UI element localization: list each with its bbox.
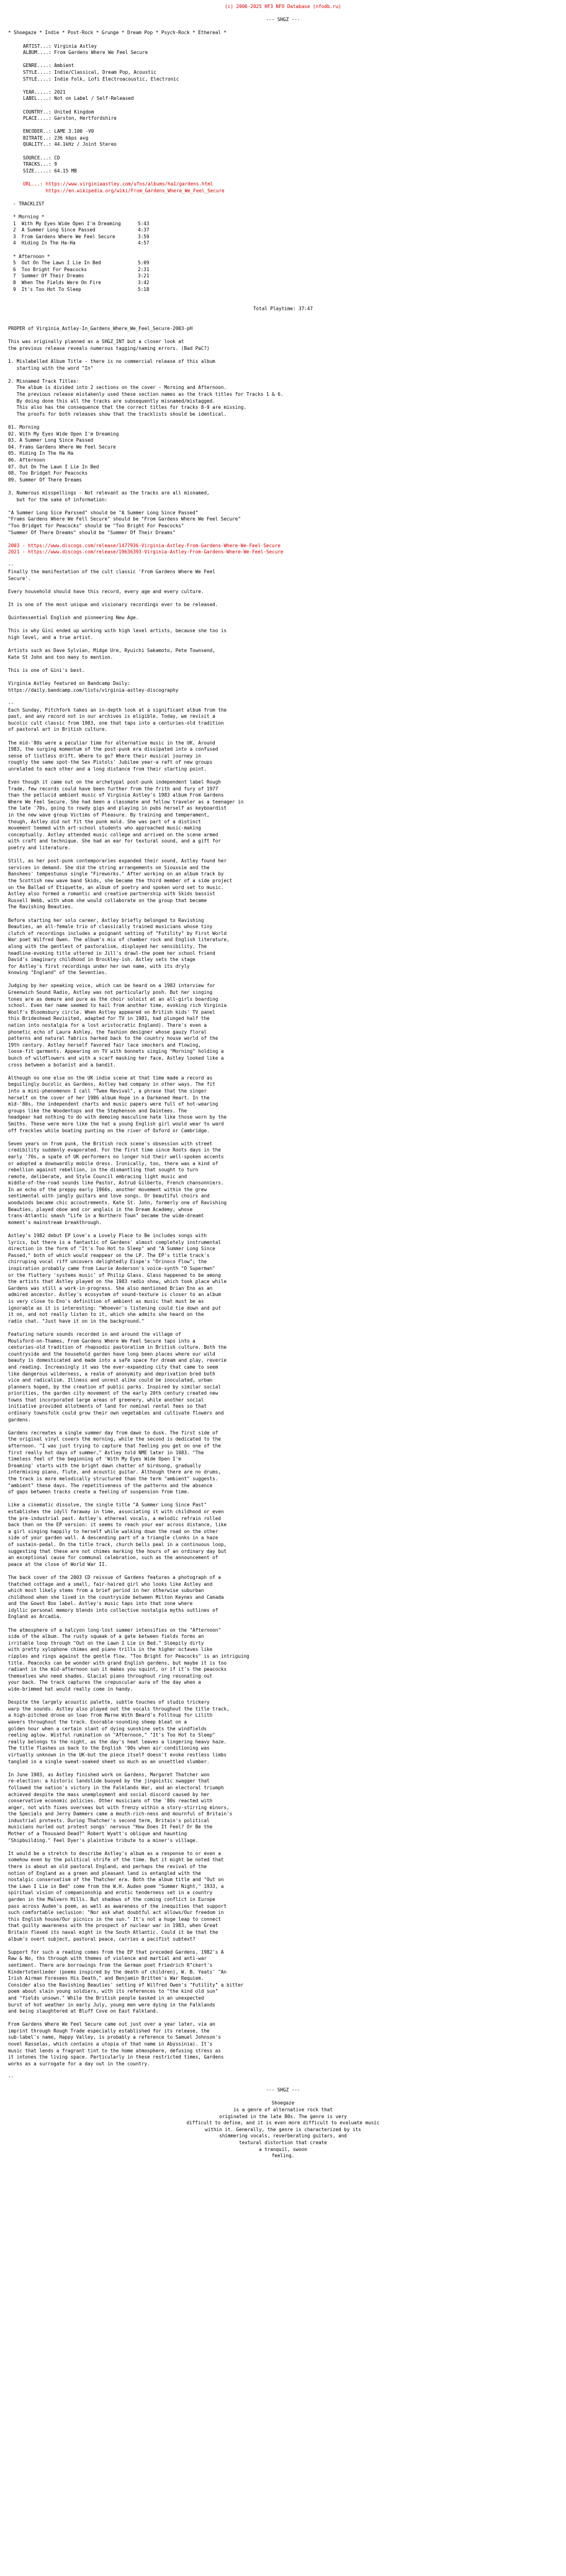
shoegaze-definition [8,2100,558,2159]
proper-line: 05. Hiding In The Ha Ha [8,450,74,457]
definition-line: shimmering vocals, reverberating guitars, and [219,2133,347,2139]
review-paragraph: Even though it came out on the archetypal post-punk independent label Rough Trade, few records could have been further from the frith and fury of 1977 than the pellucid ambient music of Virginia Astley's 1983 album From Gardens Where We Feel Secure. She had been a classmate and fellow traveler as a teenager in the late '70s, going to rowdy gigs and playing in pubs herself as keyboardist in the new wave group Victims of Pleasure. By training and temperament, though, Astley did not fit the punk mold. She was part of a distinct movement teemed with art-school students who approached music-making conceptually. Astley attended music college and arrived on the scene armed with craft and technique. She had an ear for textural sound, and a gift for poetry and literature. [8,779,244,851]
intro-paragraph: Quintessential English and pioneering New Age. [8,615,139,621]
review-paragraph: Seven years on from punk, the British rock scene's obsession with street credibility suddenly evaporated. For the first time since Roots days in the early '70s, a spate of UK performers no longer hid their well-spoken accents or adopted a downwardly mobile dress. Ironically, too, there was a kind of rebellion against rebellion, in the dismantling that sought to turn remote, deliberate, and Style Council embracing light music and middle-of-the-road sounds like Pastor, Astrud Gilberto, French chansonniers. In an echo of the preppy early 1960s, another movement within the grew sentimental with jangly guitars and love songs. Or beautiful choirs and woodwinds became chic accoutrements. Kate St. John, formerly one of Ravishing Beauties, played oboe and cor anglais in the Dream Academy, whose trans-Atlantic smash "Life in a Northern Town" became the wide-dreamt moment's mainstream breakthrough. [8,1140,227,1225]
track-line: 7 Summer Of Their Dreams 3:21 [13,273,150,279]
shgz-separator-top: --- SHGZ --- [266,17,300,23]
review-paragraph: Featuring nature sounds recorded in and around the village of Moulsford-on-Thames, From Gardens Where We Feel Secure taps into a centuries-old tradition of rhapsodic pastoralism in British culture. Both the countryside and the household garden have long been places where our wild beauty is domesticated and made into a safe space for dream and play, reverie and reading. Increasingly it was the ever-expanding city that came to seem like dangerous wilderness, a realm of anonymity and deprivation bred both vice and radicalism. Illness and unrest alike could be inoculated, urban planners hoped, by the creation of public parks. Inspired by similar social priorities, the garden city movement of the early 20th century created new towns that incorporated large areas of greenery, while another social initiative provided allotments of land for nominal rental fees so that ordinary townsfolk could grow their own vegetables and cultivate flowers and gardens. [8,1331,227,1423]
proper-line: 3. Numerous misspellings - Not relevant as the tracks are all misnamed, [8,490,210,496]
proper-line: This also has the consequence that the correct titles for tracks 8-9 are missing. [8,405,247,411]
intro-text [8,569,558,674]
intro-paragraph: Artists such as Dave Sylvian, Midge Ure, Ryuichi Sakamoto, Pete Townsend, Kate St John and too many to mention. [8,648,215,660]
proper-line[interactable]: 2003 - https://www.discogs.com/release/1477936-Virginia-Astley-From-Gardens-Where-We-Feel-Secure [8,542,281,548]
proper-line: the previous release reveals numerous tagging/naming errors. (Bad PaC?) [8,345,210,351]
review-paragraph: Before starting her solo career, Astley briefly belonged to Ravishing Beauties, an all-female trio of classically trained musicians whose tiny clutch of recordings includes a poignant setting of "Futility" by First World War poet Wilfred Owen. The album's mix of chamber rock and English literature, along with the gentlest of pastoralism, displayed her sensibility. The headline-evoking title uttered in Jill's drawl-the poem her school friend David's imaginary childhood in Brockley-ish. Astley sets the stage for Astley's first recordings under her own name, with its dryly knowing "England" of the Seventies. [8,917,230,976]
info-line: TRACKS...: 9 [23,161,57,168]
release-info [8,43,558,195]
track-line: 1 With My Eyes Wide Open I'm Dreaming 5:43 [13,220,150,226]
intro-paragraph: Every household should have this record, every age and every culture. [8,588,204,594]
track-line: 6 Too Bright For Peacocks 2:31 [13,266,150,272]
proper-line: The album is divided into 2 sections on the cover - Morning and Afternoon. [8,385,227,391]
proper-line: The previous release mistakenly used these section names as the track titles for Tracks 1 & 6. [8,391,284,398]
info-line: GENRE....: Ambient [23,63,74,69]
proper-line [8,503,558,510]
definition-line: within it. Generally, the genre is characterized by its [205,2126,361,2132]
proper-line[interactable]: 2021 - https://www.discogs.com/release/19636393-Virginia-Astley-From-Gardens-Where-We-Feel-Secure [8,549,284,555]
info-line: SOURCE...: CD [23,154,60,161]
info-line [23,174,558,181]
proper-line: starting with the word "In" [8,365,94,371]
proper-line: 07. Out On The Lawn I Lie In Bed [8,463,99,470]
info-line: ARTIST...: Virginia Astley [23,43,97,49]
proper-line: but for the sake of information: [8,496,108,503]
pitchfork-review [8,707,558,2068]
tracklist-title: - TRACKLIST [13,200,45,207]
proper-line [8,372,558,378]
definition-line: originated in the late 80s. The genre is very [219,2113,347,2119]
bandcamp-feature[interactable]: Virginia Astley featured on Bandcamp Daily: https://daily.bandcamp.com/lists/virginia-astley-discography [8,681,179,693]
proper-line: By doing done this all the tracks are subsequently misnamed/mistagged. [8,398,215,404]
info-line: STYLE....: Indie/Classical, Dream Pop, Acoustic [23,69,156,75]
track-line: 3 From Gardens Where We Feel Secure 3:59 [13,233,150,239]
track-line: * Morning * [13,214,45,220]
proper-line: 02. With My Eyes Wide Open I'm Dreaming [8,431,119,437]
intro-paragraph: It is one of the most unique and visionary recordings ever to be released. [8,602,218,608]
proper-line [8,352,558,359]
definition-line: textural distortion that create [239,2139,327,2145]
info-line: COUNTRY..: United Kingdom [23,109,94,115]
short-separator: -- [8,562,14,568]
proper-line: "A Summer Long Sice Parssed" should be "A Summer Long Since Passed" [8,509,199,516]
info-line: BITRATE..: 236 kbps avg [23,135,89,141]
genre-tags: * Shoegaze * Indie * Post-Rock * Grunge * Dream Pop * Psych-Rock * Ethereal * [8,30,227,36]
info-line: STYLE....: Indie Folk, Lofi Electroacoustic, Electronic [23,76,179,82]
short-separator-3: -- [8,2074,14,2080]
proper-line: 08. Too Bridget For Peacocks [8,470,88,476]
info-line [23,56,558,63]
proper-line: 06. Afternoon [8,457,45,463]
proper-line [8,333,558,339]
review-paragraph: In June 1983, as Astley finished work on Gardens, Margaret Thatcher won re-election: a historic landslide buoyed by the jingoistic swagger that followed the nation's victory in the Falklands War, and an electoral triumph achieved despite the mass unemployment and social discord caused by her conservative economic policies. Other musicians of the '80s reacted with anger, not with fixes overseas but with frenzy within a story-stirring minors, the Specials and Jerry Dammers came a mouth-rich-ness and mournful of Britain's industrial protests. During Thatcher's second term, Britain's political musicians hurled out protest songs' nervous "How Does It Feel? Or Be the Mother of a Thousand Dead?" Robert Wyatt's oblique and haunting "Shipbuilding." Feel Dyer's plaintive tribute to a miner's village. [8,1771,233,1843]
info-line[interactable]: URL...: https://www.virginiaastley.com/ufos/albums/ha1/gardens.html [23,181,213,187]
info-line[interactable]: https://en.wikipedia.org/wiki/From_Gardens_Where_We_Feel_Secure [23,187,225,194]
review-paragraph: Gardens recreates a single summer day from dawn to dusk. The first side of the original vinyl covers the morning, while the second is dedicated to the afternoon. "I was just trying to capture that feeling you get on one of the first really hot days of summer," Astley told NME later in 1983. "The timeless feel of the beginning of 'With My Eyes Wide Open I'm Dreaming' starts with the bright dawn chatter of birdsong, gradually intermixing piano, flute, and acoustic guitar. Although there are no drums, the track is more melodically structured than the term "ambient" suggests. "ambient" these days. The repetitiveness of the patterns and the absence of gaps between tracks create a feeling of suspension from time. [8,1429,221,1495]
proper-line: This was originally planned as a SHGZ_INT but a closer look at [8,339,184,345]
review-paragraph: Still, as her post-punk contemporaries expanded their sound, Astley found her services in demand. She did the string arrangements on Siouxsie and the Banshees' tempestuous single "Fireworks." After working on an album track by the Scottish new wave band Skids, she became the third member of a side project on the Ballad of Etiquette, an album of poetry and spoken word set to music. Astley also formed a romantic and creative partnership with Skids bassist Russell Webb, with whom she would collaborate on the group that became The Ravishing Beauties. [8,858,233,910]
shgz-separator-bottom: --- SHGZ --- [266,2087,300,2093]
total-playtime: Total Playtime: 37:47 [253,306,313,312]
info-line [23,148,558,155]
proper-line [8,418,558,424]
proper-line: 04. Frams Gardens Where We Feel Secure [8,444,116,450]
info-line: PLACE....: Garston, Hertfordshire [23,115,117,122]
tracklist [8,214,558,293]
definition-line: a tranquil, swoon [259,2146,307,2152]
nfo-document [8,4,558,2160]
info-line: ENCODER..: LAME 3.100 -V0 [23,128,94,135]
info-line: YEAR.....: 2021 [23,89,66,95]
proper-line: 2. Misnamed Track Titles: [8,378,79,384]
review-paragraph: It would be a stretch to describe Astley's album as a response to or even a somehow even by the political strife of the time. But it might be noted that there is about an old pastoral England, and perhaps the revival of the notion of England as a green and pleasant land is entangled with the nostalgic conservatism of the Thatcher era. Both the album title and "Out on the Lawn I Lie in Bed" come from the W.H. Auden poem "Summer Night," 1933, a spiritual vision of companionship and erotic tenderness set in a country garden in the Malvern Hills. But shadows of the coming conflict in Europe pass across Auden's poem, as well as awareness of the inequities that support such comfortable seclusion: "Nor ask what doubtful act allows/Our freedom in this English house/Our picnics in the sun." It's not a huge leap to connect that guilty awareness with the prospect of nuclear war in 1983, when Great Britain flexed its naval might in the South Atlantic. Could it be that the album's overt subject, pastoral peace, carries a pacifist subtext? [8,1850,227,1942]
track-line: 9 It's Too Hot To Sleep 5:18 [13,286,150,292]
intro-paragraph: Finally the manifestation of the cult classic 'From Gardens Where We Feel Secure'. [8,569,215,581]
info-line: ALBUM....: From Gardens Where We Feel Secure [23,50,148,56]
track-line: 8 When The Fields Were On Fire 3:42 [13,279,150,285]
proper-notes [8,326,558,556]
track-line [13,247,558,254]
intro-paragraph: This is why Gini ended up working with high level artists, because she too is high level, and a true artist. [8,628,227,640]
review-paragraph: The back cover of the 2003 CD reissue of Gardens features a photograph of a thatched cottage and a small, fair-haired girl who looks like Astley and which most likely stems from a brief period in her otherwise suburban childhood when she lived in the countryside between Milton Keynes and Canada and the Gowst Box label. Astley's music taps into that zone where idyllic personal memory blends into collective nostalgia myths outlines of England as Arcadia. [8,1574,224,1620]
proper-line [8,483,558,490]
review-paragraph: Support for such a reading comes from the EP that preceded Gardens, 1982's A Raw & No, ths through with themes of violence and martial and anti-war sentiment. There are borrowings from the German poet Friedrich R"ckert's Kindertotenlieder (poems inspired by the death of children), W. B. Yeats' "An Irish Airman Foresees His Death," and Benjamin Britten's War Requiem. Consider also the Ravishing Beauties' setting of Wilfred Owen's "Futility" a bitter poem about slain young soldiers, with its references to "the kind old sun" and "fields unsown." While the British people basked in an unexpected burst of hot weather in early July, young men were dying in the Falklands and being slaughtered at Bluff Cove on East Falkland. [8,1949,244,2015]
intro-paragraph: This is one of Gini's best. [8,667,85,673]
track-line: 2 A Summer Long Since Passed 4:37 [13,227,150,233]
track-line: * Afternoon * [13,253,50,259]
review-paragraph: Like a cinematic dissolve, the single title "A Summer Long Since Past" establishes the idyll faraway in time, associating it with childhood or even the pre-industrial past. Astley's ethereal vocals, a melodic refrain rolled back then on the EP version: it seems to reach your ear across distance, like a girl singing happily to herself while walking down the road on the other side of your garden wall. A descending part of a triangle clonks in a haze of sustain-pedal. On the title track, church bells peal in a continuous loop, suggesting that these are not chimes marking the hours of an ordinary day but an exceptional cause for communal celebration, such as the announcement of peace at the close of World War II. [8,1502,227,1567]
definition-line: Shoegaze [271,2100,295,2106]
short-separator-2: -- [8,700,14,706]
proper-line: 09. Summer Of There Dreams [8,476,82,483]
proper-line: 01. Morning [8,424,40,430]
review-paragraph: Judging by her speaking voice, which can be heard on a 1983 interview for Greenwich Sound Radio, Astley was not particularly posh. But her singing tones are as demure and pure as the choir soloist at an all-girls boarding school. Even her name seemed to hail from another time, evoking rich Virginia Woolf's Bloomsbury circle. When Astley appeared on British kids' TV panel this Brideshead Revisited, adapted for TV in 1981, had plunged half the nation into nostalgia for a lost aristocratic England). There's even a phonetic echo of Laura Ashley, the fashion designer whose gauzy floral patterns and natural fabrics harked back to the country house world of the 19th century. Astley herself favored fair lace smockers and flowing, loose-fit garments. Appearing on TV with bonnets singing "Morning" holding a bunch of wildflowers and with a scarf masking her face, Astley looked like a cross between a botanist and a bandit. [8,983,227,1068]
definition-line: difficult to define, and it is even more difficult to evaluate music [186,2120,380,2126]
proper-line: 03. A Summer Long Since Passed [8,437,94,444]
info-line [23,83,558,89]
copyright-line[interactable]: (c) 2006-2025 HF3 NFO Database (nfodb.ru) [225,4,341,9]
definition-line: feeling. [271,2153,295,2159]
review-paragraph: Astley's 1982 debut EP Love's a Lovely Place to Be includes songs with lyrics, but there is a fantastic of Gardens' almost completely instrumental direction in the form of "It's Too Hot to Sleep" and "A Summer Long Since Passed," both of which would reappear on the LP. The EP's title track's chirruping vocal riff uncovers delightedly Eispe's "Orinoco Flow"; the inspiration probably came from Laurie Anderson's voice-synth "O Superman" or the fluttery 'systems music' of Philip Glass. Glass happened to be among the artists that Astley played on the 1983 radio show, which took place while Gardens was still a work-in-progress. She also mentioned Brian Eno as an admired ancestor. Astley's ecosystem of sound-texture is closer to an album is very close to Eno's definition of ambient as music that must be as ignorable as it is interesting: "Whoever's listening could tie down and put it on, and not really listen to it, which she admits she heard on the radio chat. "Just have it on in the background." [8,1233,227,1324]
info-line [23,102,558,109]
info-line [23,122,558,129]
review-paragraph: Each Sunday, Pitchfork takes an in-depth look at a significant album from the past, and any record not in our archives is eligible. Today, we revisit a bucolic cult classic from 1983, one that taps into a centuries-old tradition of pastoral art in British culture. [8,707,227,733]
track-line: 5 Out On The Lawn I Lie In Bed 5:09 [13,260,150,266]
proper-line: "Too Bridget for Peacocks" should be "Too Bright For Peacocks" [8,522,184,529]
review-paragraph: The mid-'80s were a peculiar time for alternative music in the UK. Around 1983, the surging momentum of the post-punk era dissipated into a confused sense of listless drift. Where to go? Where their musical journey in roughly the same spot-the Sex Pistols' Jubilee year-a raft of new groups unrelated to each other and a long distance from their starting point. [8,740,218,772]
info-line: LABEL....: Not on Label / Self-Released [23,96,134,102]
review-paragraph: The atmosphere of a halcyon long-lost summer intensifies on the "Afternoon" side of the album. The rusty squeak of a gate between fields forms an irritable loop through "Out on the Lawn I Lie in Bed." Sleepily dirty with pretty xylophone chimes and piano trills in the higher octaves like ripples and rings against the gentle flow. "Too Bright for Peacocks" is an intriguing title. Peacocks can be wonder with grand English gardens, but maybe it is too radiant in the mid-afternoon sun it makes you squint, or if it's the peacocks themselves who need shades. Glacial piano throughout ring resonating out your back. The track captures the crepuscular aura of the day when a wide-brimmed hat would really come in handy. [8,1627,249,1692]
info-line: QUALITY..: 44.1kHz / Joint Stereo [23,141,117,148]
proper-line: PROPER of Virginia_Astley-In_Gardens_Where_We_Feel_Secure-2003-pH [8,326,193,332]
definition-line: is a genre of alternative rock that [233,2107,333,2113]
review-paragraph: From Gardens Where We Feel Secure came out just over a year later, via an imprint through Rough Trade especially established for its release, the sub-label's name, Happy Valley, is probably a reference to Samuel Johnson's novel Rasselas, which contains a utopia of that name in Abyssinia). It's music that lends a fragrant tint to the home atmosphere, defusing stress as it intones the living space. Particularly in these restricted times, Gardens works as a surrogate for a day out in the country. [8,2021,224,2067]
proper-line: The proofs for both releases show that the tracklists should be identical. [8,411,227,417]
proper-line [8,536,558,543]
review-paragraph: Although no one else on the UK indie scene at that time made a record as beguilingly bucolic as Gardens, Astley had company in other ways. The fit into a mini-phenomenon I call "Twee Revival", a phrase that the singer herself on the cover of her 1986 album Hope in a Darkened Heart. In the mid-'80s, the independent charts and music papers were full of hot-wearing groups like the Woodentops and the Stephenson and Daintees. The headgear had nothing to do with demoing masculine hate like those worn by the Smiths. These were more like the hat a young English girl would wear to ward off freckles while boating punting on the river of Oxford or Cambridge. [8,1075,227,1134]
info-line: SIZE.....: 64.15 MB [23,168,77,174]
track-line: 4 Hiding In The Ha-Ha 4:57 [13,240,150,246]
proper-line: "Frams Gardens Where We Fell Secure" should be "From Gardens Where We Feel Secure" [8,516,241,522]
proper-line: 1. Mislabelled Album Title - there is no commercial release of this album [8,359,215,365]
review-paragraph: Despite the largely acoustic palette, subtle touches of studio trickery warp the sounds. Astley also played out the vocals throughout the title track, a high-pitched drone on loan from Marne With Beard's Folltoup for Lilith wavers throughout the track. Exorable-sounding sheep bleat on a golden hour when a certain slant of dying sunshine sets the windfields reeling aglow. Wistful rumination on "Afternoon," "It's Too Hot to Sleep" really belongs to the night, as the day's heat leaves a lingering heavy haze. The title flashes us back to the English '90s when air conditioning was virtually unknown in the UK-but the piece itself doesn't evoke restless limbs tangled in a single sweat-soaked sheet so much as an unsettled slumber. [8,1699,230,1764]
proper-line: "Summer Of There Dreams" should be "Summer Of Their Dreams" [8,529,176,535]
